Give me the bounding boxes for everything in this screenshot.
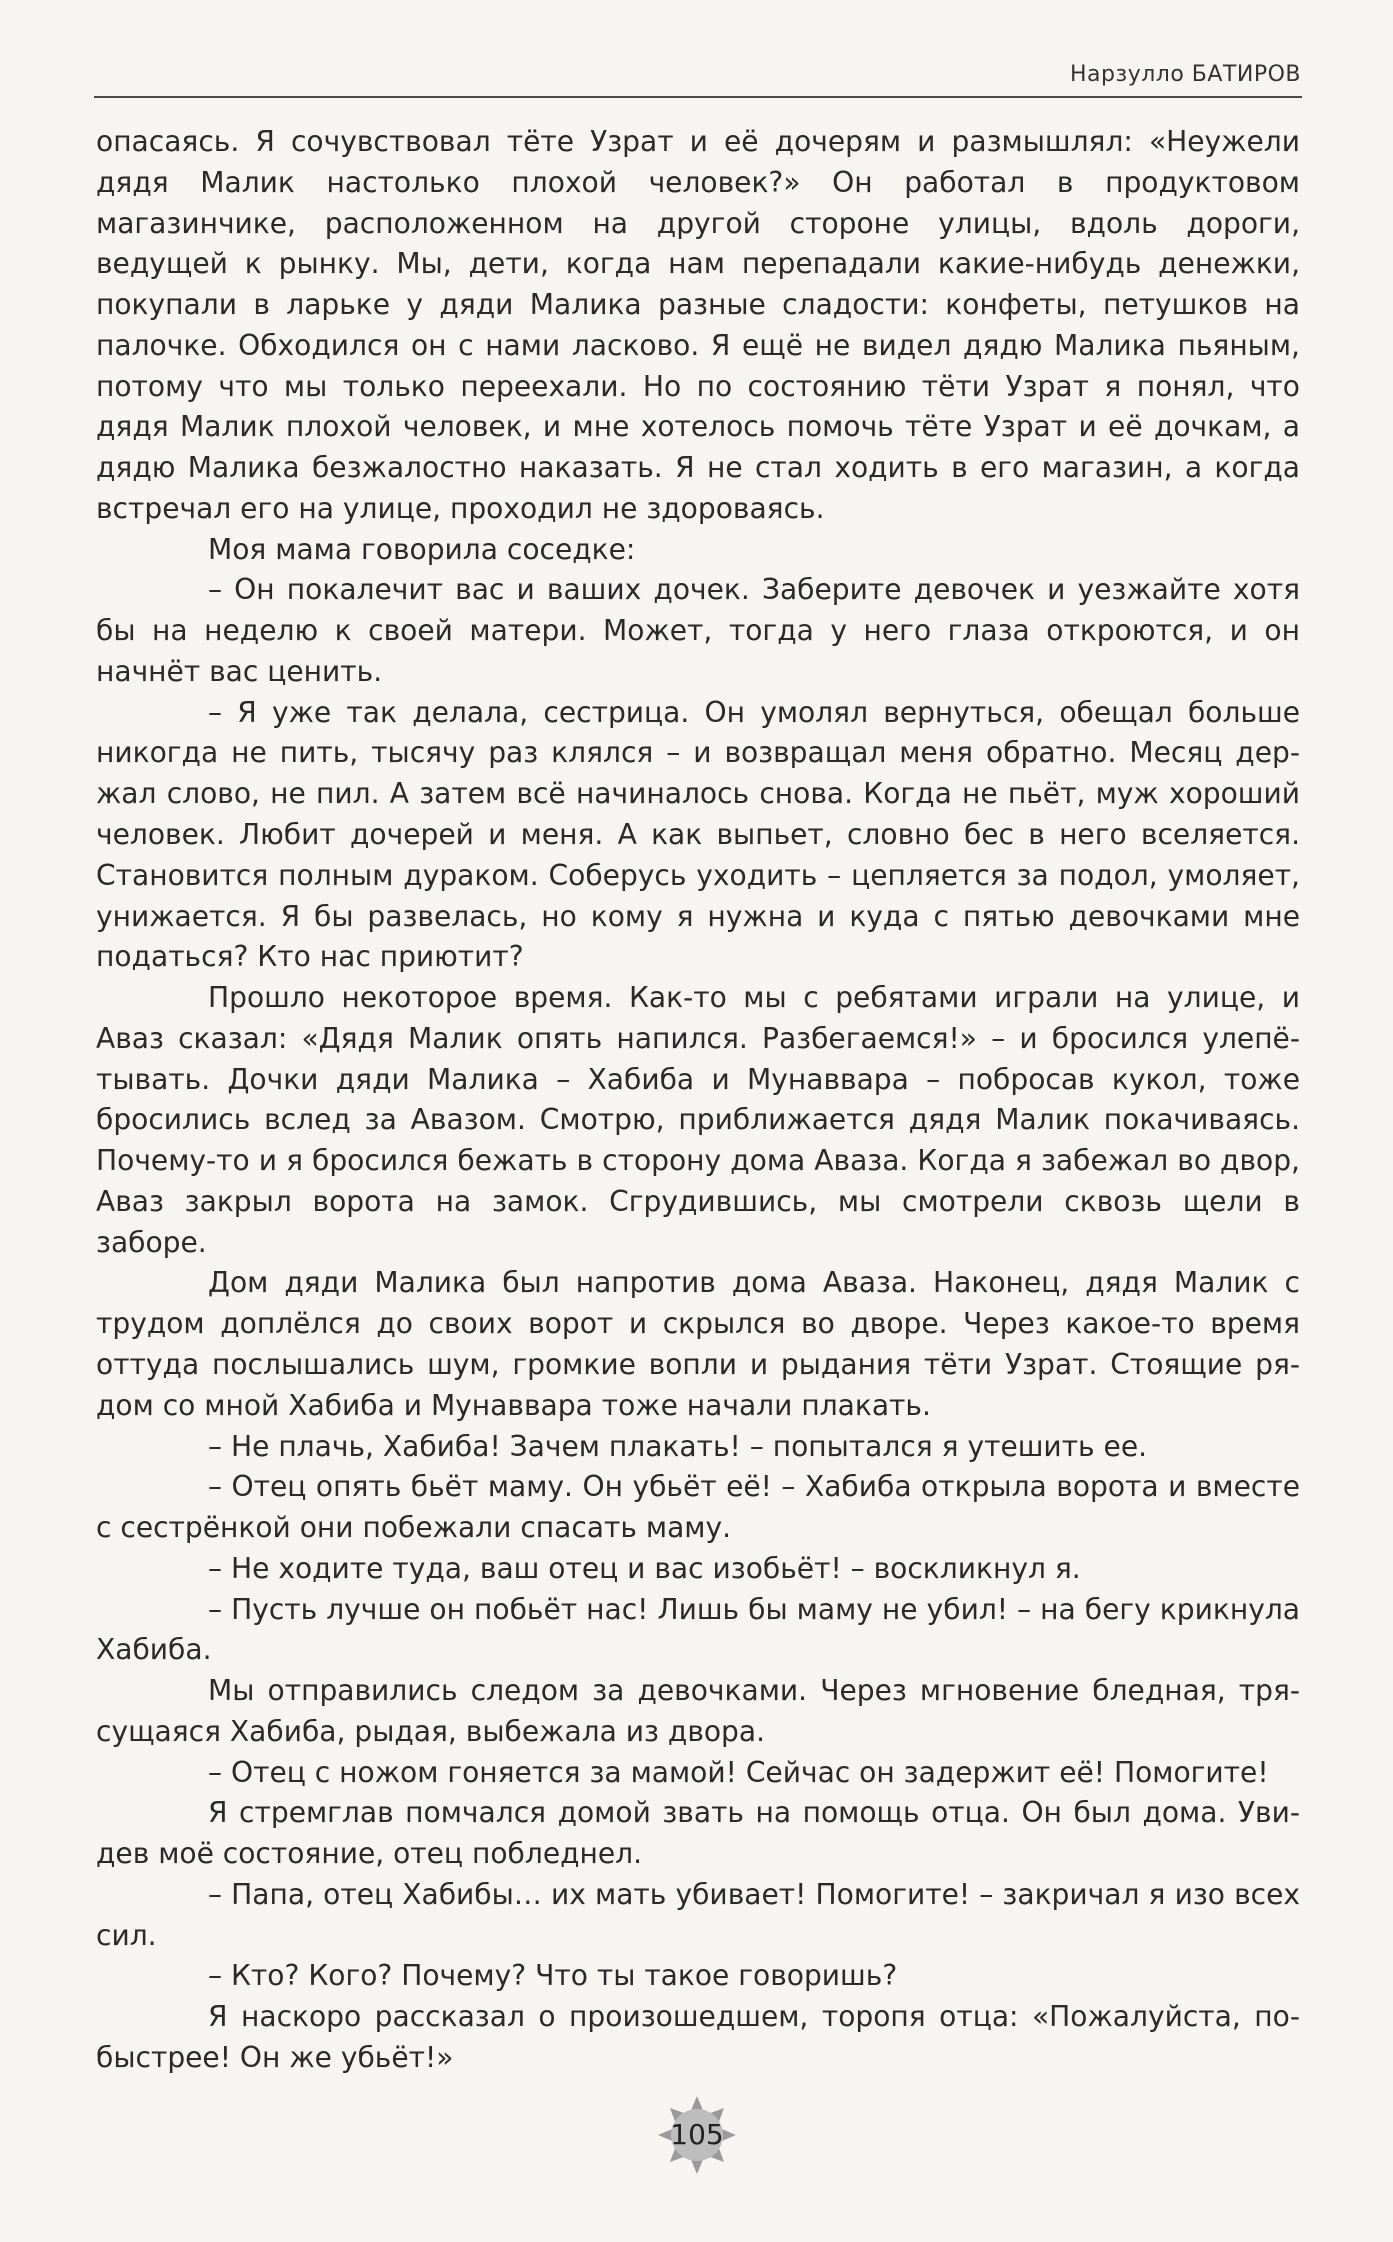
- paragraph: – Он покалечит вас и ваших дочек. Заберите девочек и уезжайте хотя бы на неделю к своей матери. Может, тогда у него глаза откроются, и он начнёт вас ценить.: [96, 573, 1300, 688]
- paragraph: опасаясь. Я сочувствовал тёте Узрат и её дочерям и размышлял: «Неужели дядя Малик настолько плохой человек?» Он работал в продуктовом магазинчике, расположенном на другой стороне улицы, вдоль дороги, ведущей к рынку. Мы, дети, когда нам перепадали какие-нибудь денежки, покупали в ларьке у дяди Малика разные сладости: конфеты, петушков на палочке. Обходился он с нами ласково. Я ещё не видел дядю Малика пьяным, потому что мы только переехали. Но по состоянию тёти Узрат я понял, что дядя Малик плохой человек, и мне хотелось помочь тёте Узрат и её дочкам, а дядю Малика безжалостно наказать. Я не стал ходить в его магазин, а когда встречал его на улице, проходил не здороваясь.: [96, 125, 1300, 525]
- paragraph: Дом дяди Малика был напротив дома Аваза. Наконец, дядя Малик с трудом доплёлся до своих ворот и скрылся во дворе. Через какое-то время оттуда послышались шум, громкие вопли и рыдания тёти Узрат. Стоящие рядом со мной Хабиба и Мунаввара тоже начали плакать.: [96, 1266, 1300, 1422]
- paragraph: – Я уже так делала, сестрица. Он умолял вернуться, обещал больше никогда не пить, тысячу раз клялся – и возвращал меня обратно. Месяц держал слово, не пил. А затем всё начиналось снова. Когда не пьёт, муж хороший человек. Любит дочерей и меня. А как выпьет, словно бес в него вселяется. Становится полным дураком. Соберусь уходить – цепляется за подол, умоляет, унижается. Я бы развелась, но кому я нужна и куда с пятью девочками мне податься? Кто нас приютит?: [96, 695, 1300, 974]
- paragraph: – Отец с ножом гоняется за мамой! Сейчас он задержит её! Помогите!: [208, 1755, 1269, 1789]
- page-number-badge: [658, 2096, 736, 2174]
- paragraph: – Не плачь, Хабиба! Зачем плакать! – попытался я утешить ее.: [208, 1429, 1148, 1463]
- header-rule: [94, 96, 1302, 98]
- page-number: 105: [670, 2118, 724, 2151]
- paragraph: Прошло некоторое время. Как-то мы с ребятами играли на улице, и Аваз сказал: «Дядя Малик опять напился. Разбегаемся!» – и бросился улепётывать. Дочки дяди Малика – Хабиба и Мунаввара – побросав кукол, тоже бросились вслед за Авазом. Смотрю, приближается дядя Малик покачиваясь. Почему-то и я бросился бежать в сторону дома Аваза. Когда я забежал во двор, Аваз закрыл ворота на замок. Сгрудившись, мы смотрели сквозь щели в заборе.: [96, 981, 1300, 1259]
- paragraph: – Папа, отец Хабибы… их мать убивает! Помогите! – закричал я изо всех сил.: [96, 1877, 1300, 1952]
- paragraph: Моя мама говорила соседке:: [208, 532, 636, 566]
- paragraph: Я стремглав помчался домой звать на помощь отца. Он был дома. Увидев моё состояние, отец побледнел.: [96, 1796, 1300, 1871]
- paragraph: – Кто? Кого? Почему? Что ты такое говоришь?: [208, 1959, 898, 1993]
- paragraph: Мы отправились следом за девочками. Через мгновение бледная, трясущаяся Хабиба, рыдая, выбежала из двора.: [96, 1674, 1300, 1748]
- paragraph: – Не ходите туда, ваш отец и вас изобьёт! – воскликнул я.: [208, 1551, 1081, 1585]
- paragraph: – Отец опять бьёт маму. Он убьёт её! – Хабиба открыла ворота и вместе с сестрёнкой они побежали спасать маму.: [96, 1470, 1300, 1545]
- paragraph: Я наскоро рассказал о произошедшем, торопя отца: «Пожалуйста, побыстрее! Он же убьёт!»: [96, 2000, 1300, 2074]
- running-header: Нарзулло БАТИРОВ: [1070, 62, 1301, 87]
- body-text: [96, 122, 1300, 2079]
- paragraph: – Пусть лучше он побьёт нас! Лишь бы маму не убил! – на бегу крикнула Хабиба.: [96, 1592, 1300, 1667]
